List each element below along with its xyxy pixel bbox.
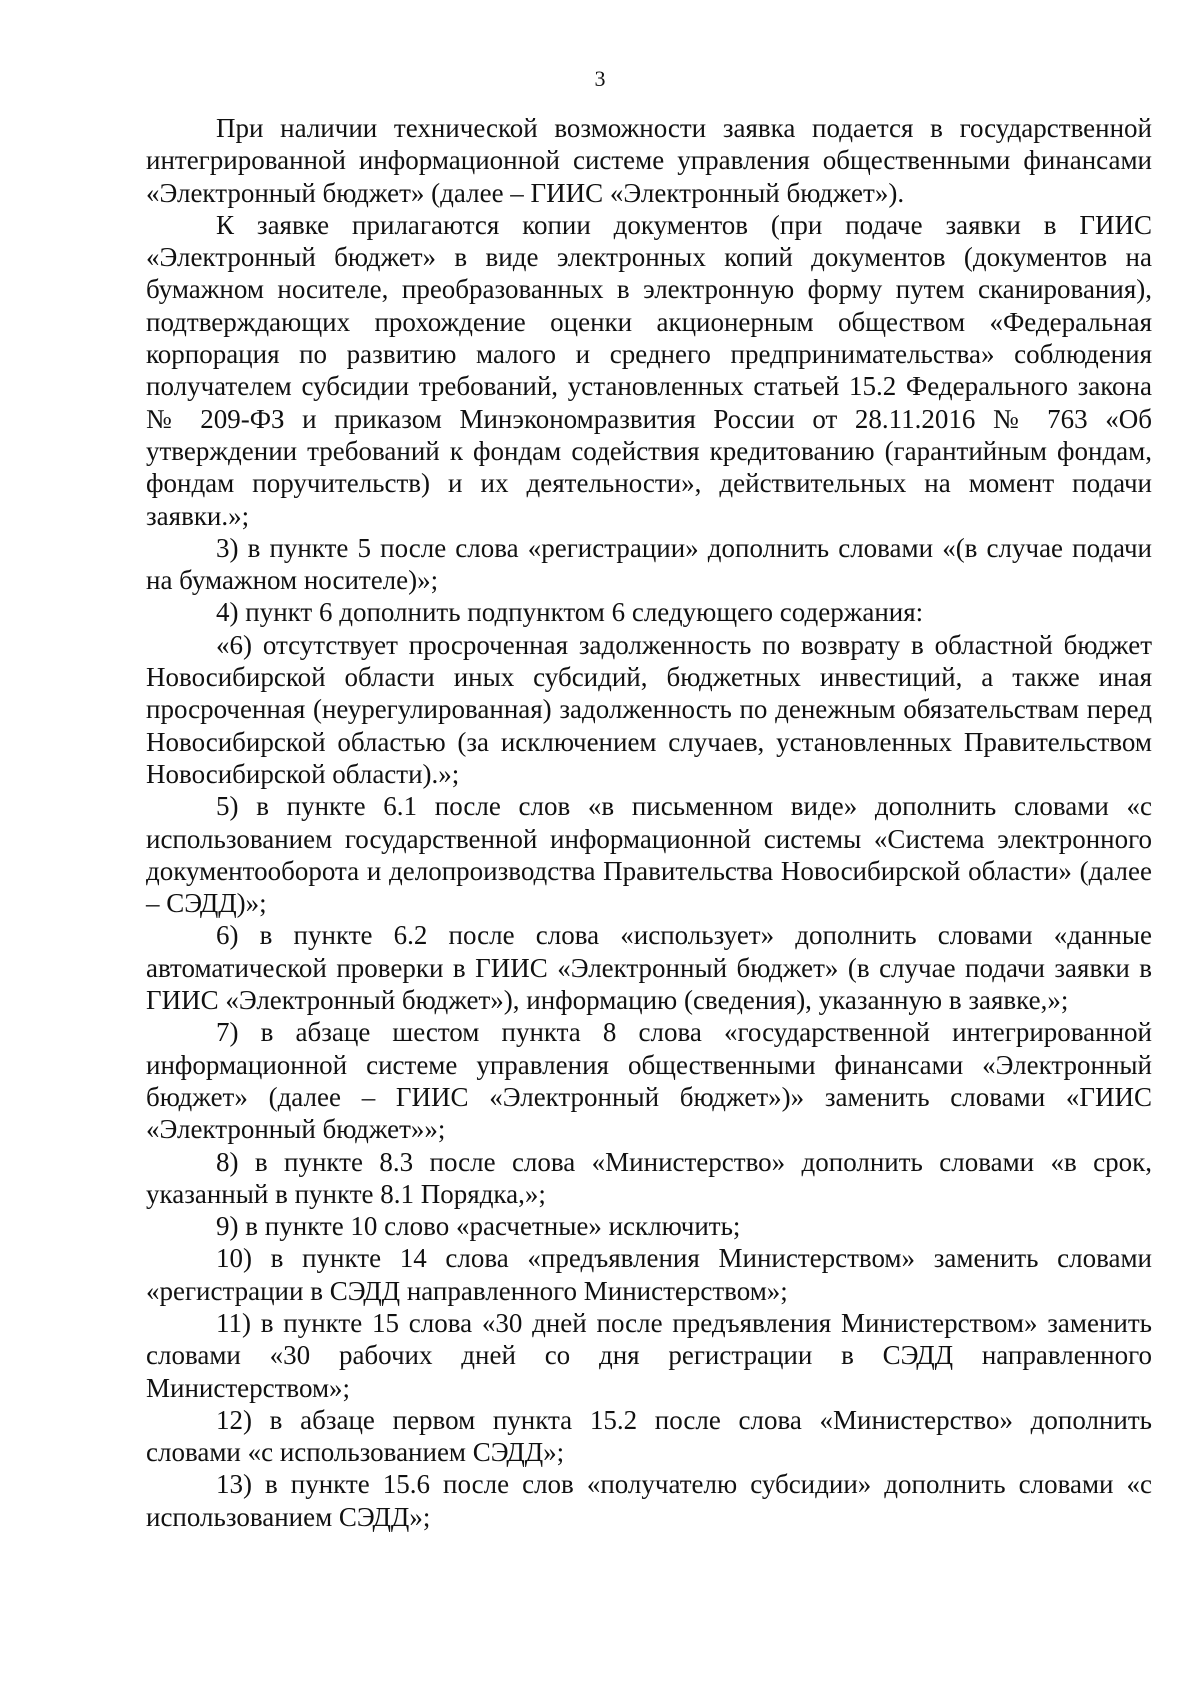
document-body: [146, 112, 1152, 1533]
paragraph-application-submission: При наличии технической возможности заявка подается в государственной интегрированной информационной системе управления общественными финансами «Электронный бюджет» (далее – ГИИС «Электронный бюджет»).: [146, 113, 1152, 208]
paragraph-attached-documents: К заявке прилагаются копии документов (при подаче заявки в ГИИС «Электронный бюджет» в виде электронных копий документов (документов на бумажном носителе, преобразованных в электронную форму путем сканирования), подтверждающих прохождение оценки акционерным обществом «Федеральная корпорация по развитию малого и среднего предпринимательства» соблюдения получателем субсидии требований, установленных статьей 15.2 Федерального закона № 209-ФЗ и приказом Минэкономразвития России от 28.11.2016 № 763 «Об утверждении требований к фондам содействия кредитованию (гарантийным фондам, фондам поручительств) и их деятельности», действительных на момент подачи заявки.»;: [146, 209, 1152, 531]
paragraph-item-5: 5) в пункте 6.1 после слов «в письменном виде» дополнить словами «с использованием государственной информационной системы «Система электронного документооборота и делопроизводства Правительства Новосибирской области» (далее – СЭДД)»;: [146, 791, 1152, 919]
paragraph-item-11: 11) в пункте 15 слова «30 дней после предъявления Министерством» заменить словами «30 рабочих дней со дня регистрации в СЭДД направленного Министерством»;: [146, 1307, 1152, 1403]
paragraph-item-12: 12) в абзаце первом пункта 15.2 после слова «Министерство» дополнить словами «с использованием СЭДД»;: [146, 1404, 1152, 1468]
page-number: 3: [594, 66, 606, 91]
paragraph-item-13: 13) в пункте 15.6 после слов «получателю субсидии» дополнить словами «с использованием СЭДД»;: [146, 1469, 1152, 1532]
paragraph-subitem-6: «6) отсутствует просроченная задолженность по возврату в областной бюджет Новосибирской области иных субсидий, бюджетных инвестиций, а также иная просроченная (неурегулированная) задолженность по денежным обязательствам перед Новосибирской областью (за исключением случаев, установленных Правительством Новосибирской области).»;: [146, 629, 1152, 789]
paragraph-item-9: 9) в пункте 10 слово «расчетные» исключить;: [216, 1211, 741, 1242]
paragraph-item-10: 10) в пункте 14 слова «предъявления Министерством» заменить словами «регистрации в СЭДД направленного Министерством»;: [146, 1243, 1152, 1306]
paragraph-item-8: 8) в пункте 8.3 после слова «Министерство» дополнить словами «в срок, указанный в пункте 8.1 Порядка,»;: [146, 1146, 1152, 1209]
paragraph-item-4: 4) пункт 6 дополнить подпунктом 6 следующего содержания:: [216, 597, 924, 628]
paragraph-item-6: 6) в пункте 6.2 после слова «использует» дополнить словами «данные автоматической проверки в ГИИС «Электронный бюджет» (в случае подачи заявки в ГИИС «Электронный бюджет»), информацию (сведения), указанную в заявке,»;: [146, 920, 1152, 1016]
paragraph-item-3: 3) в пункте 5 после слова «регистрации» дополнить словами «(в случае подачи на бумажном носителе)»;: [146, 532, 1152, 596]
paragraph-item-7: 7) в абзаце шестом пункта 8 слова «государственной интегрированной информационной системе управления общественными финансами «Электронный бюджет» (далее – ГИИС «Электронный бюджет»)» заменить словами «ГИИС «Электронный бюджет»»;: [146, 1017, 1152, 1145]
